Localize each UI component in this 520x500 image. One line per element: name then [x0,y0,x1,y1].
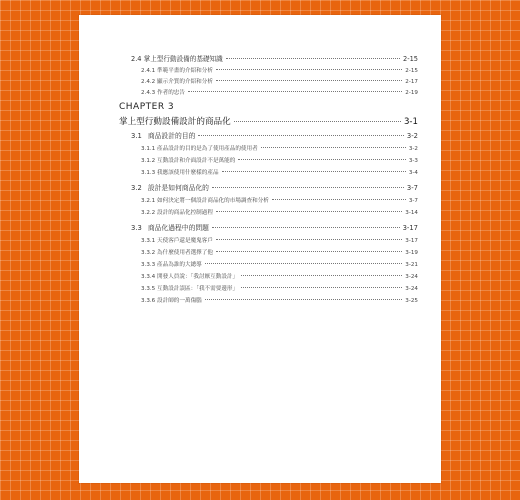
toc-item-3-2-1[interactable]: 3.2.1 如何決定將一個設計商品化的市場調查和分析 3-7 [141,198,418,204]
page-number: 2-19 [405,90,418,96]
dot-leader [234,121,401,122]
toc-item-3-3-2[interactable]: 3.3.2 為什麼使用者選擇了他 3-19 [141,250,418,256]
page-number: 3-7 [408,198,418,204]
page-number: 3-3 [408,158,418,164]
dot-leader [216,211,402,212]
toc-item-3-3-4[interactable]: 3.3.4 開發人員說：「我討厭互動設計」 3-24 [141,274,418,280]
page-number: 3-17 [402,224,418,232]
toc-item-3-3-1[interactable]: 3.3.1 天使客戶還是魔鬼客戶 3-17 [141,238,418,244]
dot-leader [238,159,406,160]
page-number: 3-25 [405,298,418,304]
dot-leader [205,299,403,300]
dot-leader [188,91,402,92]
page-number: 3-1 [403,117,418,127]
page-number: 3-21 [405,262,418,268]
page-number: 3-7 [406,184,418,192]
toc-section-2-4[interactable]: 2.4 掌上型行動設備的基礎知識 2-15 [131,55,418,63]
chapter-title: 掌上型行動設備設計的商品化 [119,117,231,127]
dot-leader [198,135,404,136]
page-number: 3-24 [405,274,418,280]
dot-leader [216,80,402,81]
dot-leader [241,287,402,288]
dot-leader [216,251,402,252]
toc-item-2-4-3[interactable]: 2.4.3 作者的忠告 2-19 [141,90,418,96]
toc-item-3-3-5[interactable]: 3.3.5 互動設計誤區：「我不需要邊形」 3-24 [141,286,418,292]
toc-item-3-3-3[interactable]: 3.3.3 產品為誰的大總導 3-21 [141,262,418,268]
page-number: 3-4 [408,170,418,176]
dot-leader [222,171,406,172]
toc-item-3-1-1[interactable]: 3.1.1 產品設計的目的是為了使用產品的使用者 3-2 [141,146,418,152]
dot-leader [212,227,400,228]
toc-item-3-1-2[interactable]: 3.1.2 互動設計和介面設計不是萬能的 3-3 [141,158,418,164]
dot-leader [216,239,402,240]
toc-item-3-1-3[interactable]: 3.1.3 我應該使用什麼樣的產品 3-4 [141,170,418,176]
dot-leader [241,275,402,276]
dot-leader [205,263,403,264]
page-number: 3-19 [405,250,418,256]
toc-item-3-3-6[interactable]: 3.3.6 設計師的一萬傷腦 3-25 [141,298,418,304]
toc-item-2-4-1[interactable]: 2.4.1 準範平畫的介紹和分析 2-15 [141,68,418,74]
page-number: 2-17 [405,79,418,85]
page-number: 3-24 [405,286,418,292]
page-number: 2-15 [403,55,418,63]
book-page [79,15,441,483]
toc-section-3-1[interactable]: 3.1 商品設計的目的 3-2 [131,132,418,140]
page-number: 3-2 [408,146,418,152]
page-number: 3-17 [405,238,418,244]
page-number: 3-2 [406,132,418,140]
dot-leader [261,147,406,148]
toc-section-3-2[interactable]: 3.2 設計是如何商品化的 3-7 [131,184,418,192]
dot-leader [272,199,406,200]
toc-item-2-4-2[interactable]: 2.4.2 顯示介質的介紹和分析 2-17 [141,79,418,85]
page-number: 3-14 [405,210,418,216]
toc-section-3-3[interactable]: 3.3 商品化過程中的問題 3-17 [131,224,418,232]
chapter-label: CHAPTER 3 [119,102,175,112]
dot-leader [226,58,400,59]
dot-leader [212,187,404,188]
page-number: 2-15 [405,68,418,74]
toc-item-3-2-2[interactable]: 3.2.2 設計的商品化控制過程 3-14 [141,210,418,216]
dot-leader [216,69,402,70]
toc-chapter-3[interactable] [119,115,418,127]
